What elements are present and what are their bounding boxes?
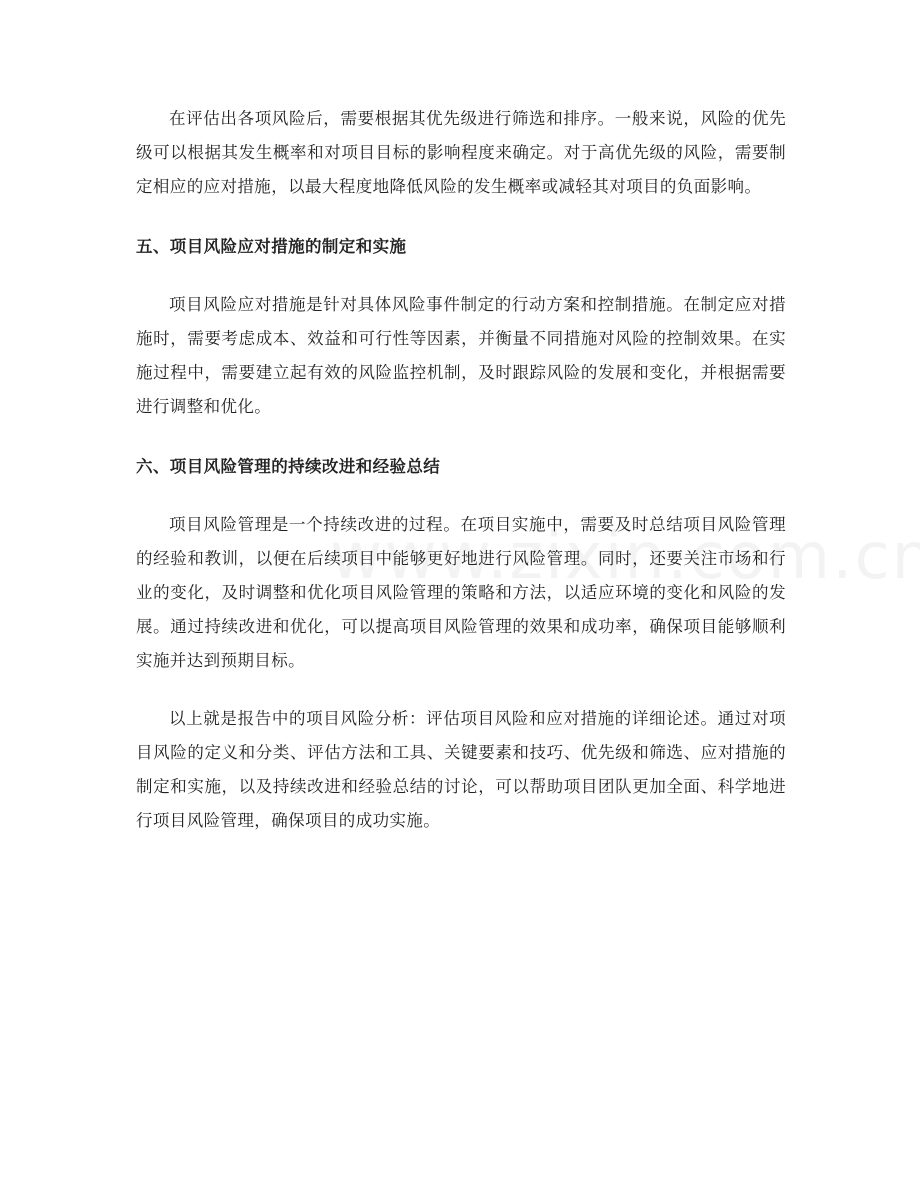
body-paragraph: 项目风险管理是一个持续改进的过程。在项目实施中，需要及时总结项目风险管理的经验和教训，以便在后续项目中能够更好地进行风险管理。同时，还要关注市场和行业的变化，及时调整和优化项目风险管理的策略和方法，以适应环境的变化和风险的发展。通过持续改进和优化，可以提高项目风险管理的效果和成功率，确保项目能够顺利实施并达到预期目标。	[136, 515, 786, 670]
body-paragraph: 以上就是报告中的项目风险分析：评估项目风险和应对措施的详细论述。通过对项目风险的定义和分类、评估方法和工具、关键要素和技巧、优先级和筛选、应对措施的制定和实施，以及持续改进和经验总结的讨论，可以帮助项目团队更加全面、科学地进行项目风险管理，确保项目的成功实施。	[136, 709, 786, 830]
section-heading-5: 五、项目风险应对措施的制定和实施	[136, 237, 407, 256]
document-body	[136, 102, 786, 838]
body-paragraph: 在评估出各项风险后，需要根据其优先级进行筛选和排序。一般来说，风险的优先级可以根据其发生概率和对项目目标的影响程度来确定。对于高优先级的风险，需要制定相应的应对措施，以最大程度地降低风险的发生概率或减轻其对项目的负面影响。	[136, 109, 786, 196]
body-paragraph: 项目风险应对措施是针对具体风险事件制定的行动方案和控制措施。在制定应对措施时，需要考虑成本、效益和可行性等因素，并衡量不同措施对风险的控制效果。在实施过程中，需要建立起有效的风险监控机制，及时跟踪风险的发展和变化，并根据需要进行调整和优化。	[136, 295, 786, 416]
section-heading-6: 六、项目风险管理的持续改进和经验总结	[136, 457, 441, 476]
